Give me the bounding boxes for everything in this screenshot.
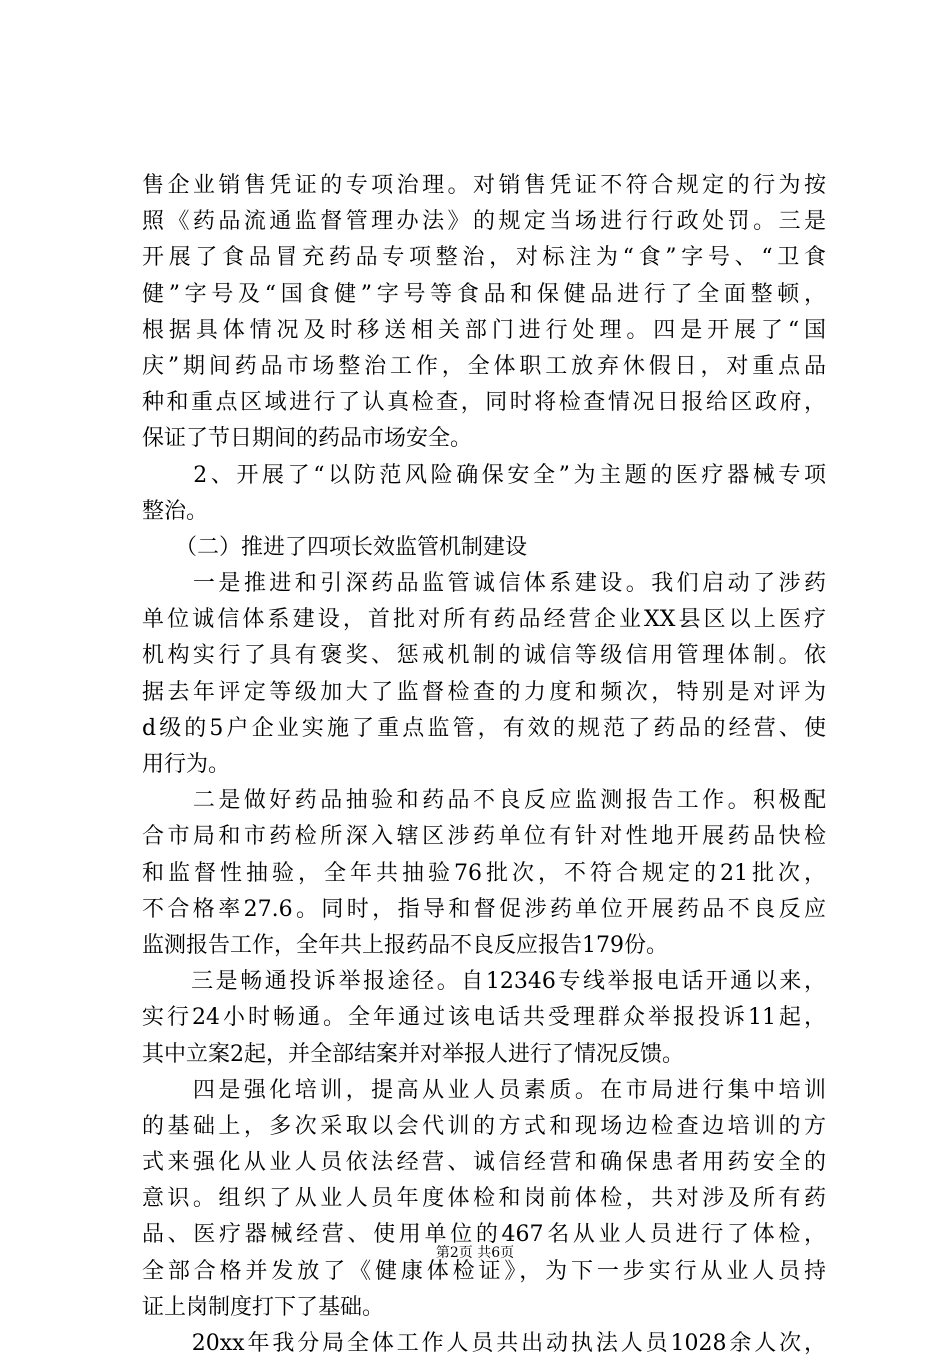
text-line: 证上岗制度打下了基础。 [142,1294,385,1320]
text-line: 据去年评定等级加大了监督检查的力度和频次，特别是对评为 [142,679,826,705]
document-body [142,168,826,1362]
page-footer: 第2页 共6页 [435,1245,515,1261]
text-line: 合市局和市药检所深入辖区涉药单位有针对性地开展药品快检 [142,824,826,850]
text-line: 庆”期间药品市场整治工作，全体职工放弃休假日，对重点品 [142,353,826,379]
text-line: 和监督性抽验，全年共抽验76批次，不符合规定的21批次， [142,860,826,886]
text-line: 保证了节日期间的药品市场安全。 [142,426,473,452]
text-line: 实行24小时畅通。全年通过该电话共受理群众举报投诉11起， [142,1005,826,1031]
text-line: （二）推进了四项长效监管机制建设 [142,534,528,560]
text-line: 单位诚信体系建设，首批对所有药品经营企业XX县区以上医疗 [142,607,826,633]
text-line: 二是做好药品抽验和药品不良反应监测报告工作。积极配 [142,788,826,814]
text-line: 种和重点区域进行了认真检查，同时将检查情况日报给区政府， [142,390,826,416]
text-line: 其中立案2起，并全部结案并对举报人进行了情况反馈。 [142,1041,684,1067]
text-line: 20xx年我分局全体工作人员共出动执法人员1028余人次， [142,1331,826,1356]
text-line: 健”字号及“国食健”字号等食品和保健品进行了全面整顿， [142,281,826,307]
text-line: 监测报告工作，全年共上报药品不良反应报告179份。 [142,932,668,958]
text-line: 三是畅通投诉举报途径。自12346专线举报电话开通以来， [142,969,826,995]
text-line: 意识。组织了从业人员年度体检和岗前体检，共对涉及所有药 [142,1186,826,1212]
text-line: 四是强化培训，提高从业人员素质。在市局进行集中培训 [142,1077,826,1103]
text-line: 照《药品流通监督管理办法》的规定当场进行行政处罚。三是 [142,209,826,235]
text-line: 售企业销售凭证的专项治理。对销售凭证不符合规定的行为按 [142,173,826,198]
text-line: 全部合格并发放了《健康体检证》，为下一步实行从业人员持 [142,1258,826,1284]
text-line: 根据具体情况及时移送相关部门进行处理。四是开展了“国 [142,317,826,343]
text-line: d级的5户企业实施了重点监管，有效的规范了药品的经营、使 [142,715,826,741]
text-line: 式来强化从业人员依法经营、诚信经营和确保患者用药安全的 [142,1150,826,1176]
text-line: 的基础上，多次采取以会代训的方式和现场边检查边培训的方 [142,1113,826,1139]
text-line: 不合格率27.6。同时，指导和督促涉药单位开展药品不良反应 [142,896,826,922]
text-line: 机构实行了具有褒奖、惩戒机制的诚信等级信用管理体制。依 [142,643,826,669]
text-line: 2、开展了“以防范风险确保安全”为主题的医疗器械专项 [142,462,826,488]
text-line: 开展了食品冒充药品专项整治，对标注为“食”字号、“卫食 [142,245,826,271]
text-line: 整治。 [142,498,209,524]
text-line: 品、医疗器械经营、使用单位的467名从业人员进行了体检， [142,1222,826,1248]
text-line: 一是推进和引深药品监管诚信体系建设。我们启动了涉药 [142,571,826,597]
text-line: 用行为。 [142,752,231,777]
